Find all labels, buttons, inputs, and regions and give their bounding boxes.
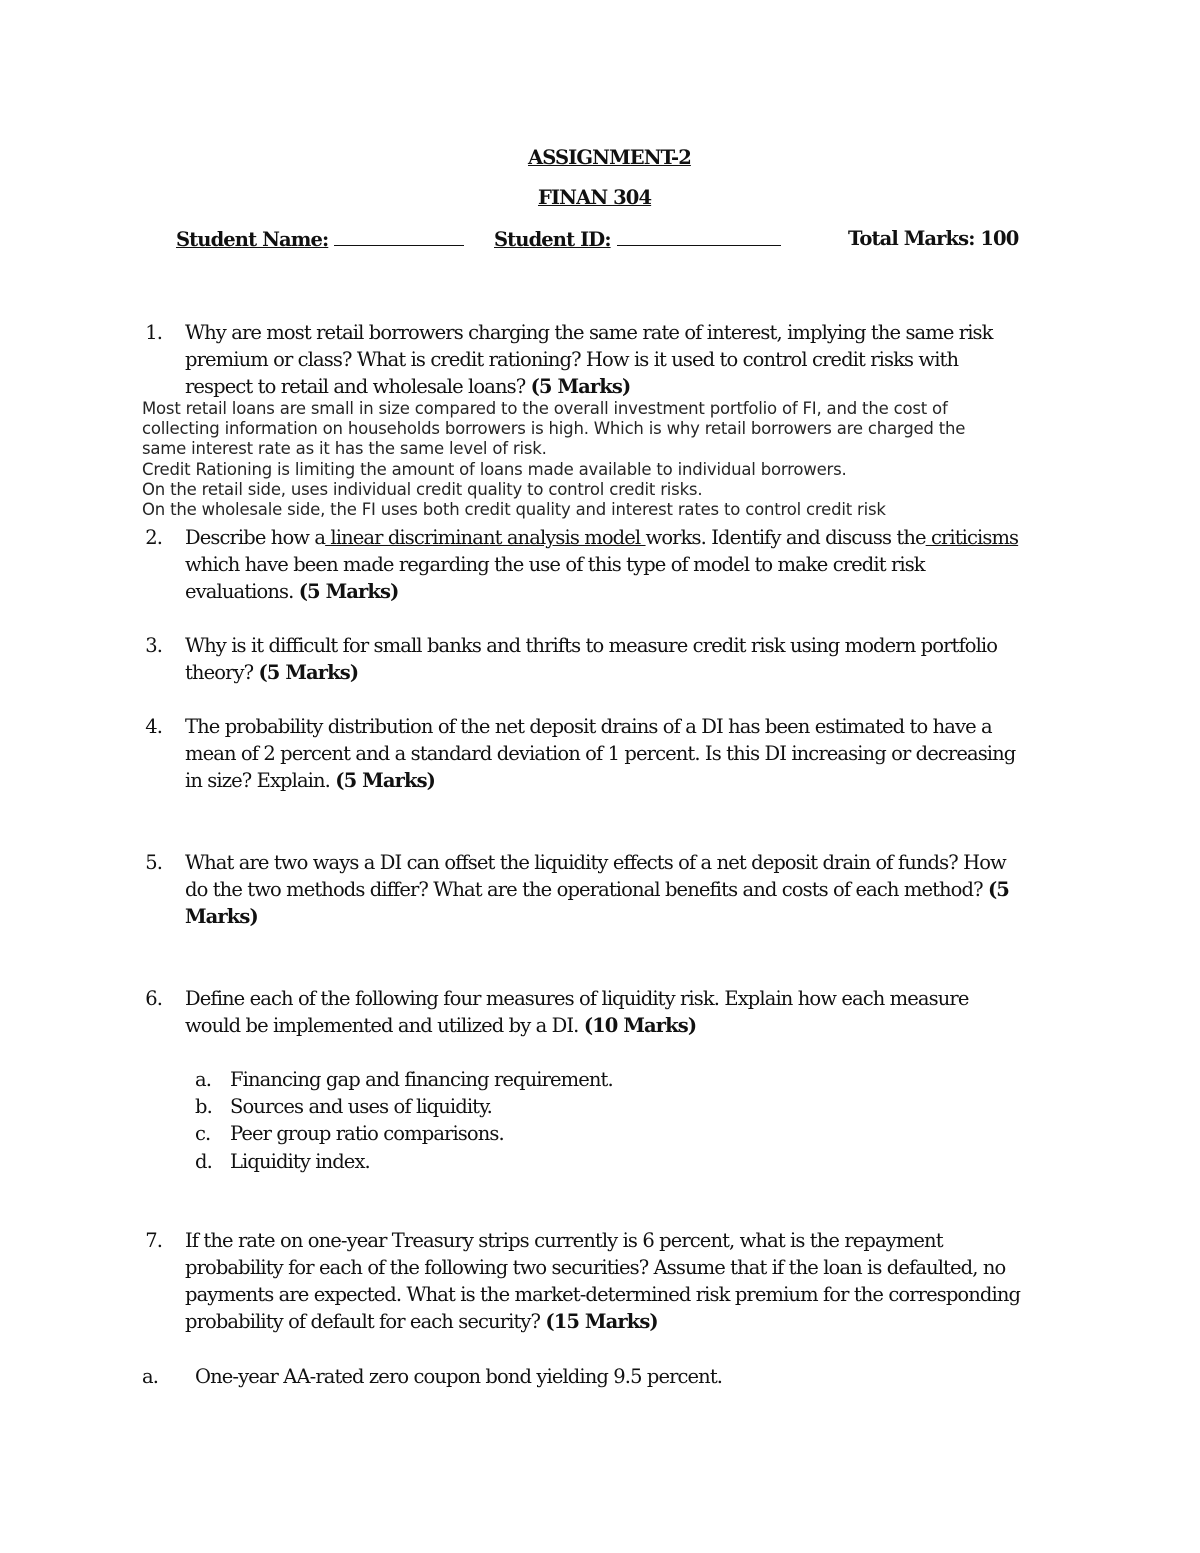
q7-number: 7.	[145, 1229, 162, 1252]
q2-number: 2.	[145, 526, 162, 549]
q5-line-2-text: do the two methods differ? What are the operational benefits and costs of each method?	[185, 878, 983, 901]
q1-line-1: Why are most retail borrowers charging the same rate of interest, implying the same risk	[185, 321, 993, 344]
q4-number: 4.	[145, 715, 162, 738]
q2-marks: (5 Marks)	[298, 580, 399, 603]
student-id-label: Student ID:	[494, 228, 611, 251]
student-id-blank	[617, 225, 781, 246]
q1-line-2: premium or class? What is credit rationing? How is it used to control credit risks with	[185, 348, 959, 371]
student-name-label: Student Name:	[176, 228, 329, 251]
total-marks: Total Marks: 100	[848, 227, 1019, 250]
student-name-row	[176, 225, 464, 253]
q5-line-1: What are two ways a DI can offset the liquidity effects of a net deposit drain of funds? How	[185, 851, 1006, 874]
assignment-title: ASSIGNMENT-2	[528, 146, 691, 169]
q4-line-2: mean of 2 percent and a standard deviation of 1 percent. Is this DI increasing or decreasing	[185, 742, 1016, 765]
q2-line-2: which have been made regarding the use of this type of model to make credit risk	[185, 553, 925, 576]
q1-line-3	[185, 373, 630, 400]
q4-line-1: The probability distribution of the net deposit drains of a DI has been estimated to have a	[185, 715, 992, 738]
course-code: FINAN 304	[538, 186, 652, 209]
q3-marks: (5 Marks)	[258, 661, 359, 684]
q6-item-a-text: Financing gap and financing requirement.	[230, 1068, 613, 1091]
q1-answer-line-6: On the wholesale side, the FI uses both credit quality and interest rates to control credit risk	[142, 500, 886, 519]
q3-line-1: Why is it difficult for small banks and thrifts to measure credit risk using modern portfolio	[185, 634, 998, 657]
q2-line-3	[185, 578, 398, 605]
q6-item-d-text: Liquidity index.	[230, 1150, 370, 1173]
q7-line-3: payments are expected. What is the market-determined risk premium for the corresponding	[185, 1283, 1021, 1306]
q6-item-b-letter: b.	[195, 1095, 212, 1118]
q7-line-4-text: probability of default for each security?	[185, 1310, 541, 1333]
q6-line-2-text: would be implemented and utilized by a DI.	[185, 1014, 579, 1037]
q6-line-2	[185, 1012, 696, 1039]
q4-line-3	[185, 767, 435, 794]
q1-answer-line-1: Most retail loans are small in size compared to the overall investment portfolio of FI, and the cost of	[142, 399, 948, 418]
q5-marks-end: Marks)	[185, 905, 258, 928]
q7-marks: (15 Marks)	[545, 1310, 658, 1333]
q4-marks: (5 Marks)	[335, 769, 435, 792]
q6-line-1: Define each of the following four measures of liquidity risk. Explain how each measure	[185, 987, 969, 1010]
q1-number: 1.	[145, 321, 162, 344]
q3-line-2	[185, 659, 358, 686]
q3-number: 3.	[145, 634, 162, 657]
q6-item-b-text: Sources and uses of liquidity.	[230, 1095, 492, 1118]
q5-marks-start: (5	[987, 878, 1009, 901]
q1-answer-line-2: collecting information on households borrowers is high. Which is why retail borrowers are charged the	[142, 419, 966, 438]
q2-lda-model-term: linear discriminant analysis model	[325, 526, 646, 549]
q2-line-1	[185, 524, 1018, 551]
q2-text-a: Describe how a	[185, 526, 326, 549]
q5-number: 5.	[145, 851, 162, 874]
student-name-blank	[334, 225, 464, 246]
q7-item-a-letter: a.	[142, 1365, 159, 1388]
q7-line-4	[185, 1308, 658, 1335]
q4-line-3-text: in size? Explain.	[185, 769, 330, 792]
q5-line-2	[185, 876, 1009, 903]
q1-line-3-text: respect to retail and wholesale loans?	[185, 375, 526, 398]
q7-line-2: probability for each of the following two securities? Assume that if the loan is defaulted, no	[185, 1256, 1006, 1279]
q1-marks: (5 Marks)	[530, 375, 631, 398]
q2-criticisms-term: criticisms	[925, 526, 1019, 549]
q2-text-c: works. Identify and discuss the	[645, 526, 926, 549]
q1-answer-line-4: Credit Rationing is limiting the amount of loans made available to individual borrowers.	[142, 460, 847, 479]
q6-item-d-letter: d.	[195, 1150, 212, 1173]
q7-item-a-text: One-year AA-rated zero coupon bond yielding 9.5 percent.	[195, 1365, 723, 1388]
q6-item-c-letter: c.	[195, 1122, 211, 1145]
student-id-row	[494, 225, 781, 253]
q1-answer-line-3: same interest rate as it has the same level of risk.	[142, 439, 547, 458]
q7-line-1: If the rate on one-year Treasury strips currently is 6 percent, what is the repayment	[185, 1229, 943, 1252]
q6-item-a-letter: a.	[195, 1068, 212, 1091]
q6-number: 6.	[145, 987, 162, 1010]
q3-line-2-text: theory?	[185, 661, 254, 684]
q1-answer-line-5: On the retail side, uses individual credit quality to control credit risks.	[142, 480, 703, 499]
q6-marks: (10 Marks)	[583, 1014, 697, 1037]
q2-line-3-text: evaluations.	[185, 580, 294, 603]
q6-item-c-text: Peer group ratio comparisons.	[230, 1122, 504, 1145]
